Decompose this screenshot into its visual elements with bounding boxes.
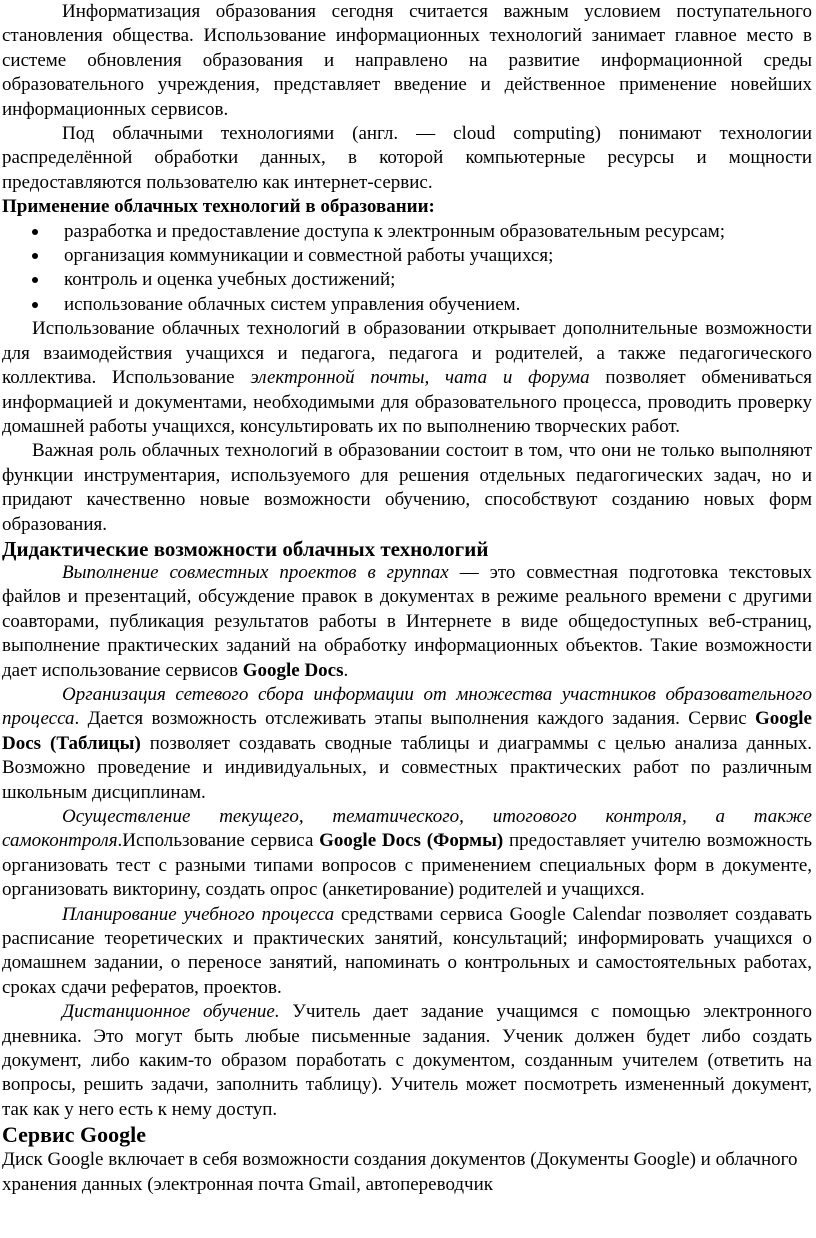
list-item (2, 220, 812, 244)
paragraph-interaction (2, 317, 812, 439)
bold-run: Google Docs (Формы) (319, 830, 504, 852)
bullet-icon (32, 302, 38, 308)
bold-run: Google Docs (Таблицы) (2, 708, 812, 754)
bullet-icon (32, 229, 38, 235)
list-item-text: использование облачных систем управления обучением. (64, 293, 521, 315)
paragraph-cloud-definition: Под облачными технологиями (англ. — cloud computing) понимают технологии распределённой обработки данных, в которой компьютерные ресурсы и мощности предоставляются пользователю как интернет-сервис. (2, 123, 812, 193)
italic-run: электронной почты, чата и форума (250, 367, 590, 389)
italic-run: Дистанционное обучение. (62, 1001, 280, 1023)
list-item (2, 244, 812, 268)
text-run: . Дается возможность отслеживать этапы выполнения каждого задания. Сервис (74, 708, 755, 730)
text-run: средствами сервиса Google Calendar позволяет создавать расписание теоретических и практических занятий, консультаций; информировать учащихся о домашнем задании, о переносе занятий, напоминать о контрольных и самостоятельных работах, сроках сдачи рефератов, проектов. (2, 903, 812, 998)
paragraph-group-projects (2, 561, 812, 683)
applications-list (2, 220, 812, 318)
text-run: предоставляет учителю возможность организовать тест с разными типами вопросов с применением специальных форм в документе, организовать викторину, создать опрос (анкетирование) родителей и учащихся. (2, 830, 812, 901)
text-run: .Использование сервиса (117, 830, 320, 852)
text-run: Использование облачных технологий в образовании открывает дополнительные возможности для взаимодействия учащихся и педагога, педагога и родителей, а также педагогического коллектива. Использование (2, 318, 812, 389)
bullet-icon (32, 277, 38, 283)
heading-applications: Применение облачных технологий в образовании: (2, 196, 435, 218)
italic-run: Планирование учебного процесса (62, 903, 335, 925)
paragraph-google-drive: Диск Google включает в себя возможности создания документов (Документы Google) и облачного хранения данных (электронная почта Gmail, автопереводчик (2, 1149, 798, 1195)
heading-google-service: Сервис Google (2, 1122, 146, 1148)
text-run: позволяет обмениваться информацией и документами, необходимыми для образовательного процесса, проводить проверку домашней работы учащихся, консультировать их по выполнению творческих работ. (2, 367, 812, 437)
list-item-text: контроль и оценка учебных достижений; (64, 269, 396, 291)
list-item-text: разработка и предоставление доступа к электронным образовательным ресурсам; (64, 220, 725, 242)
bullet-icon (32, 253, 38, 259)
paragraph-control (2, 805, 812, 903)
heading-didactic: Дидактические возможности облачных технологий (2, 536, 489, 561)
text-run: позволяет создавать сводные таблицы и диаграммы с целью анализа данных. Возможно проведение и индивидуальных, и совместных практических работ по различным школьным дисциплинам. (2, 732, 812, 803)
paragraph-network-collection (2, 683, 812, 805)
paragraph-role: Важная роль облачных технологий в образовании состоит в том, что они не только выполняют функции инструментария, используемого для решения отдельных педагогических задач, но и придают качественно новые возможности обучению, способствуют созданию новых форм образования. (2, 440, 812, 535)
text-run: — это совместная подготовка текстовых файлов и презентаций, обсуждение правок в документах в режиме реального времени с другими соавторами, публикация результатов работы в Интернете в виде общедоступных веб-страниц, выполнение практических заданий на обработку информационных объектов. Такие возможности дает использование сервисов (2, 561, 812, 681)
italic-run: Организация сетевого сбора информации от множества участников образовательного процесса (2, 683, 812, 730)
text-run: Учитель дает задание учащимся с помощью электронного дневника. Это могут быть любые письменные задания. Ученик должен будет либо создать документ, либо каким-то образом поработать с документом, созданным учителем (ответить на вопросы, решить задачи, заполнить таблицу). Учитель может посмотреть измененный документ, так как у него есть к нему доступ. (2, 1001, 812, 1120)
paragraph-planning (2, 903, 812, 1001)
paragraph-informatization: Информатизация образования сегодня считается важным условием поступательного становления общества. Использование информационных технологий занимает главное место в системе обновления образования и направлено на развитие информационной среды образовательного учреждения, представляет введение и действенное применение новейших информационных сервисов. (2, 1, 812, 120)
italic-run: Осуществление текущего, тематического, итогового контроля, а также самоконтроля (2, 806, 812, 852)
list-item (2, 268, 812, 292)
bold-run: Google Docs (242, 659, 344, 681)
text-run: . (343, 659, 349, 681)
list-item (2, 293, 812, 317)
list-item-text: организация коммуникации и совместной работы учащихся; (64, 245, 554, 267)
paragraph-distance-learning (2, 1000, 812, 1122)
italic-run: Выполнение совместных проектов в группах (62, 561, 449, 583)
